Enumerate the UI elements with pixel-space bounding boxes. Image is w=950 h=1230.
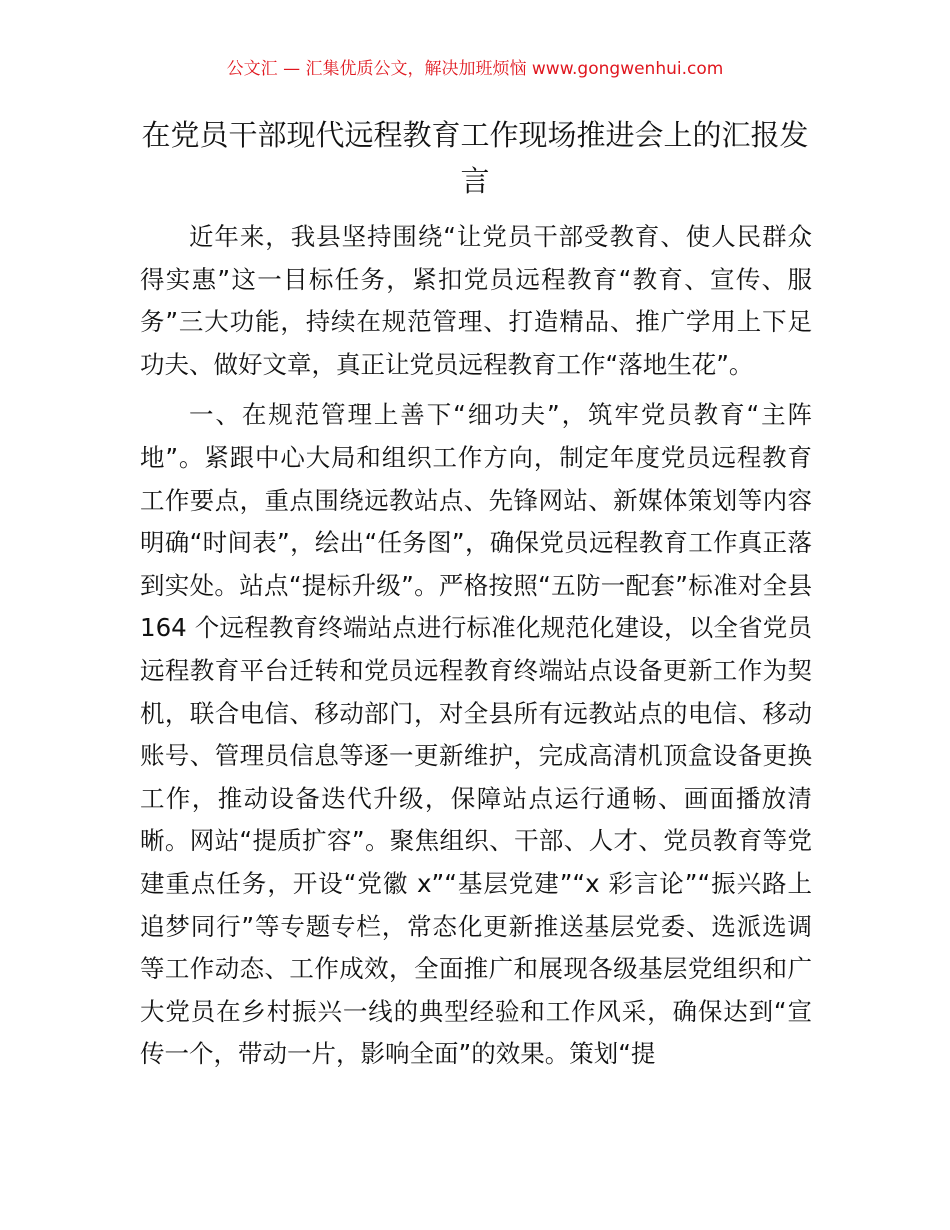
header-banner: 公文汇 — 汇集优质公文，解决加班烦恼 www.gongwenhui.com bbox=[226, 59, 724, 79]
document-title: 在党员干部现代远程教育工作现场推进会上的汇报发言 bbox=[141, 118, 809, 198]
paragraph-intro: 近年来，我县坚持围绕“让党员干部受教育、使人民群众得实惠”这一目标任务，紧扣党员远程教育“教育、宣传、服务”三大功能，持续在规范管理、打造精品、推广学用上下足功夫、做好文章，真正让党员远程教育工作“落地生花”。 bbox=[140, 222, 812, 379]
paragraph-section-one: 一、在规范管理上善下“细功夫”，筑牢党员教育“主阵地”。紧跟中心大局和组织工作方向，制定年度党员远程教育工作要点，重点围绕远教站点、先锋网站、新媒体策划等内容明确“时间表”，绘出“任务图”，确保党员远程教育工作真正落到实处。站点“提标升级”。严格按照“五防一配套”标准对全县 164 个远程教育终端站点进行标准化规范化建设，以全省党员远程教育平台迁转和党员远程教育终端站点设备更新工作为契机，联合电信、移动部门，对全县所有远教站点的电信、移动账号、管理员信息等逐一更新维护，完成高清机顶盒设备更换工作，推动设备迭代升级，保障站点运行通畅、画面播放清晰。网站“提质扩容”。聚焦组织、干部、人才、党员教育等党建重点任务，开设“党徽 x”“基层党建”“x 彩言论”“振兴路上追梦同行”等专题专栏，常态化更新推送基层党委、选派选调等工作动态、工作成效，全面推广和展现各级基层党组织和广大党员在乡村振兴一线的典型经验和工作风采，确保达到“宣传一个，带动一片，影响全面”的效果。策划“提 bbox=[140, 400, 812, 1069]
document-body bbox=[140, 216, 812, 1084]
